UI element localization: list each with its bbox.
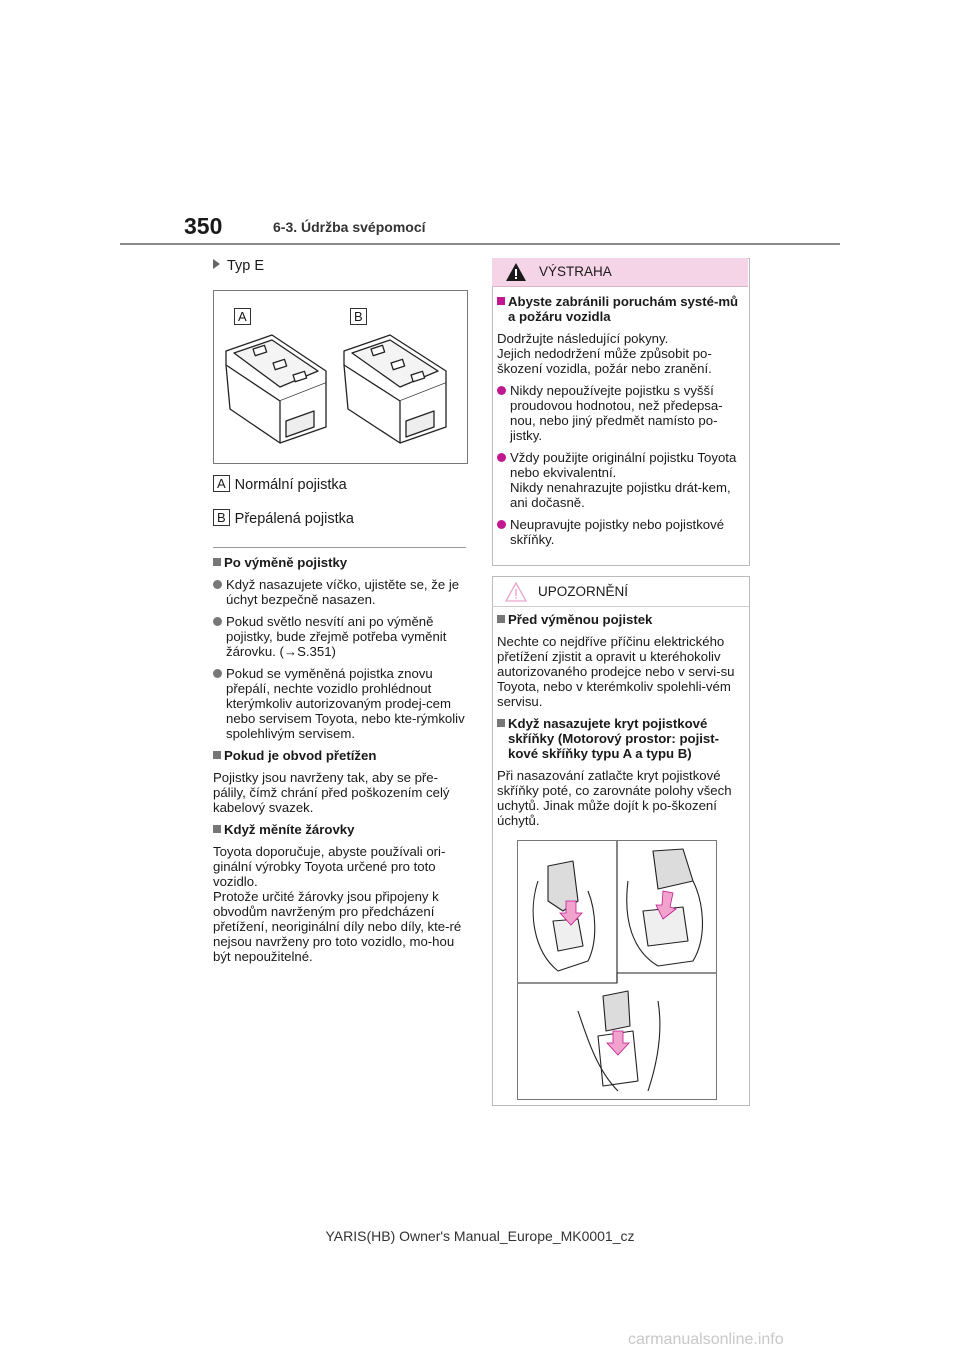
warning-heading: Abyste zabránili poruchám systé-mů a požáru vozidla: [497, 294, 745, 324]
section-title: 6-3. Údržba svépomocí: [273, 219, 426, 235]
legend-key-a: A: [213, 475, 230, 492]
type-heading: [213, 258, 264, 274]
heading-circuit-overload: Pokud je obvod přetížen: [213, 748, 468, 763]
notice-heading-cover: Když nasazujete kryt pojistkové skříňky (Motorový prostor: pojist-kové skříňky typu A a typu B): [497, 716, 745, 761]
heading-bulbs: Když měníte žárovky: [213, 822, 468, 837]
caution-icon: [505, 582, 527, 602]
divider: [213, 547, 466, 548]
figure-label-b: B: [350, 308, 367, 325]
legend-text-a: Normální pojistka: [234, 477, 347, 493]
notice-heading-before-replacement: Před výměnou pojistek: [497, 612, 745, 627]
list-item: Pokud se vyměněná pojistka znovu přepálí, nechte vozidlo prohlédnout kterýmkoliv autorizovaným prodej-cem nebo servisem Toyota, nebo kte-rýmkoliv spolehlivým servisem.: [213, 666, 468, 741]
watermark: carmanualsonline.info: [628, 1331, 784, 1348]
figure-label-a: A: [234, 308, 251, 325]
legend-text-b: Přepálená pojistka: [234, 511, 354, 527]
warning-icon: [505, 262, 527, 282]
legend-key-b: B: [213, 509, 230, 526]
paragraph: Toyota doporučuje, abyste používali ori-ginální výrobky Toyota určené pro toto vozidlo. Protože určité žárovky jsou připojeny k obvodům navrženým pro předcházení přetížení, neoriginální díly nebo díly, kte-ré nejsou navrženy pro toto vozidlo, mo-hou být nepoužitelné.: [213, 844, 462, 964]
warning-header: [492, 258, 748, 287]
paragraph: Nechte co nejdříve příčinu elektrického přetížení zjistit a opravit u kteréhokoliv autorizovaného prodejce nebo v servi-su Toyota, nebo v kterémkoliv spolehli-vém servisu.: [497, 634, 735, 709]
header-divider: [120, 243, 840, 245]
warning-content: [497, 294, 745, 554]
notice-header-divider: [492, 606, 749, 607]
notice-title: UPOZORNĚNÍ: [538, 584, 629, 599]
list-item: Neupravujte pojistky nebo pojistkové skříňky.: [497, 517, 745, 547]
heading-after-replacement: Po výměně pojistky: [213, 555, 468, 570]
warning-title: VÝSTRAHA: [539, 264, 612, 279]
left-notes: [213, 555, 468, 971]
list-item: Vždy použijte originální pojistku Toyota nebo ekvivalentní. Nikdy nenahrazujte pojistku drát-kem, ani dočasně.: [497, 450, 745, 510]
fuse-box-cover-figure: [517, 840, 717, 1100]
paragraph: Při nasazování zatlačte kryt pojistkové skříňky poté, co zarovnáte polohy všech uchytů. Jinak může dojít k po-škození úchytů.: [497, 768, 732, 828]
paragraph: Pojistky jsou navrženy tak, aby se pře-pálily, čímž chrání před poškozením celý kabelový svazek.: [213, 770, 450, 815]
legend-b: [213, 509, 354, 527]
type-label: Typ E: [227, 258, 265, 274]
legend-a: [213, 475, 347, 493]
list-item: Nikdy nepoužívejte pojistku s vyšší proudovou hodnotou, než předepsa-nou, nebo jiný předmět namísto po-jistky.: [497, 383, 745, 443]
list-item: Když nasazujete víčko, ujistěte se, že je úchyt bezpečně nasazen.: [213, 577, 468, 607]
warning-text: Dodržujte následující pokyny. Jejich nedodržení může způsobit po-škození vozidla, požár nebo zranění.: [497, 331, 712, 376]
triangle-bullet-icon: [213, 259, 220, 269]
fuse-figure: [213, 290, 468, 464]
footer-text: YARIS(HB) Owner's Manual_Europe_MK0001_cz: [325, 1228, 635, 1244]
list-item: Pokud světlo nesvítí ani po výměně pojistky, bude zřejmě potřeba vyměnit žárovku. (→S.351): [213, 614, 468, 659]
fuse-illustration: [214, 291, 467, 463]
page-number: 350: [184, 213, 223, 239]
notice-content: [497, 612, 745, 835]
fuse-box-cover-illustration: [518, 841, 716, 1099]
